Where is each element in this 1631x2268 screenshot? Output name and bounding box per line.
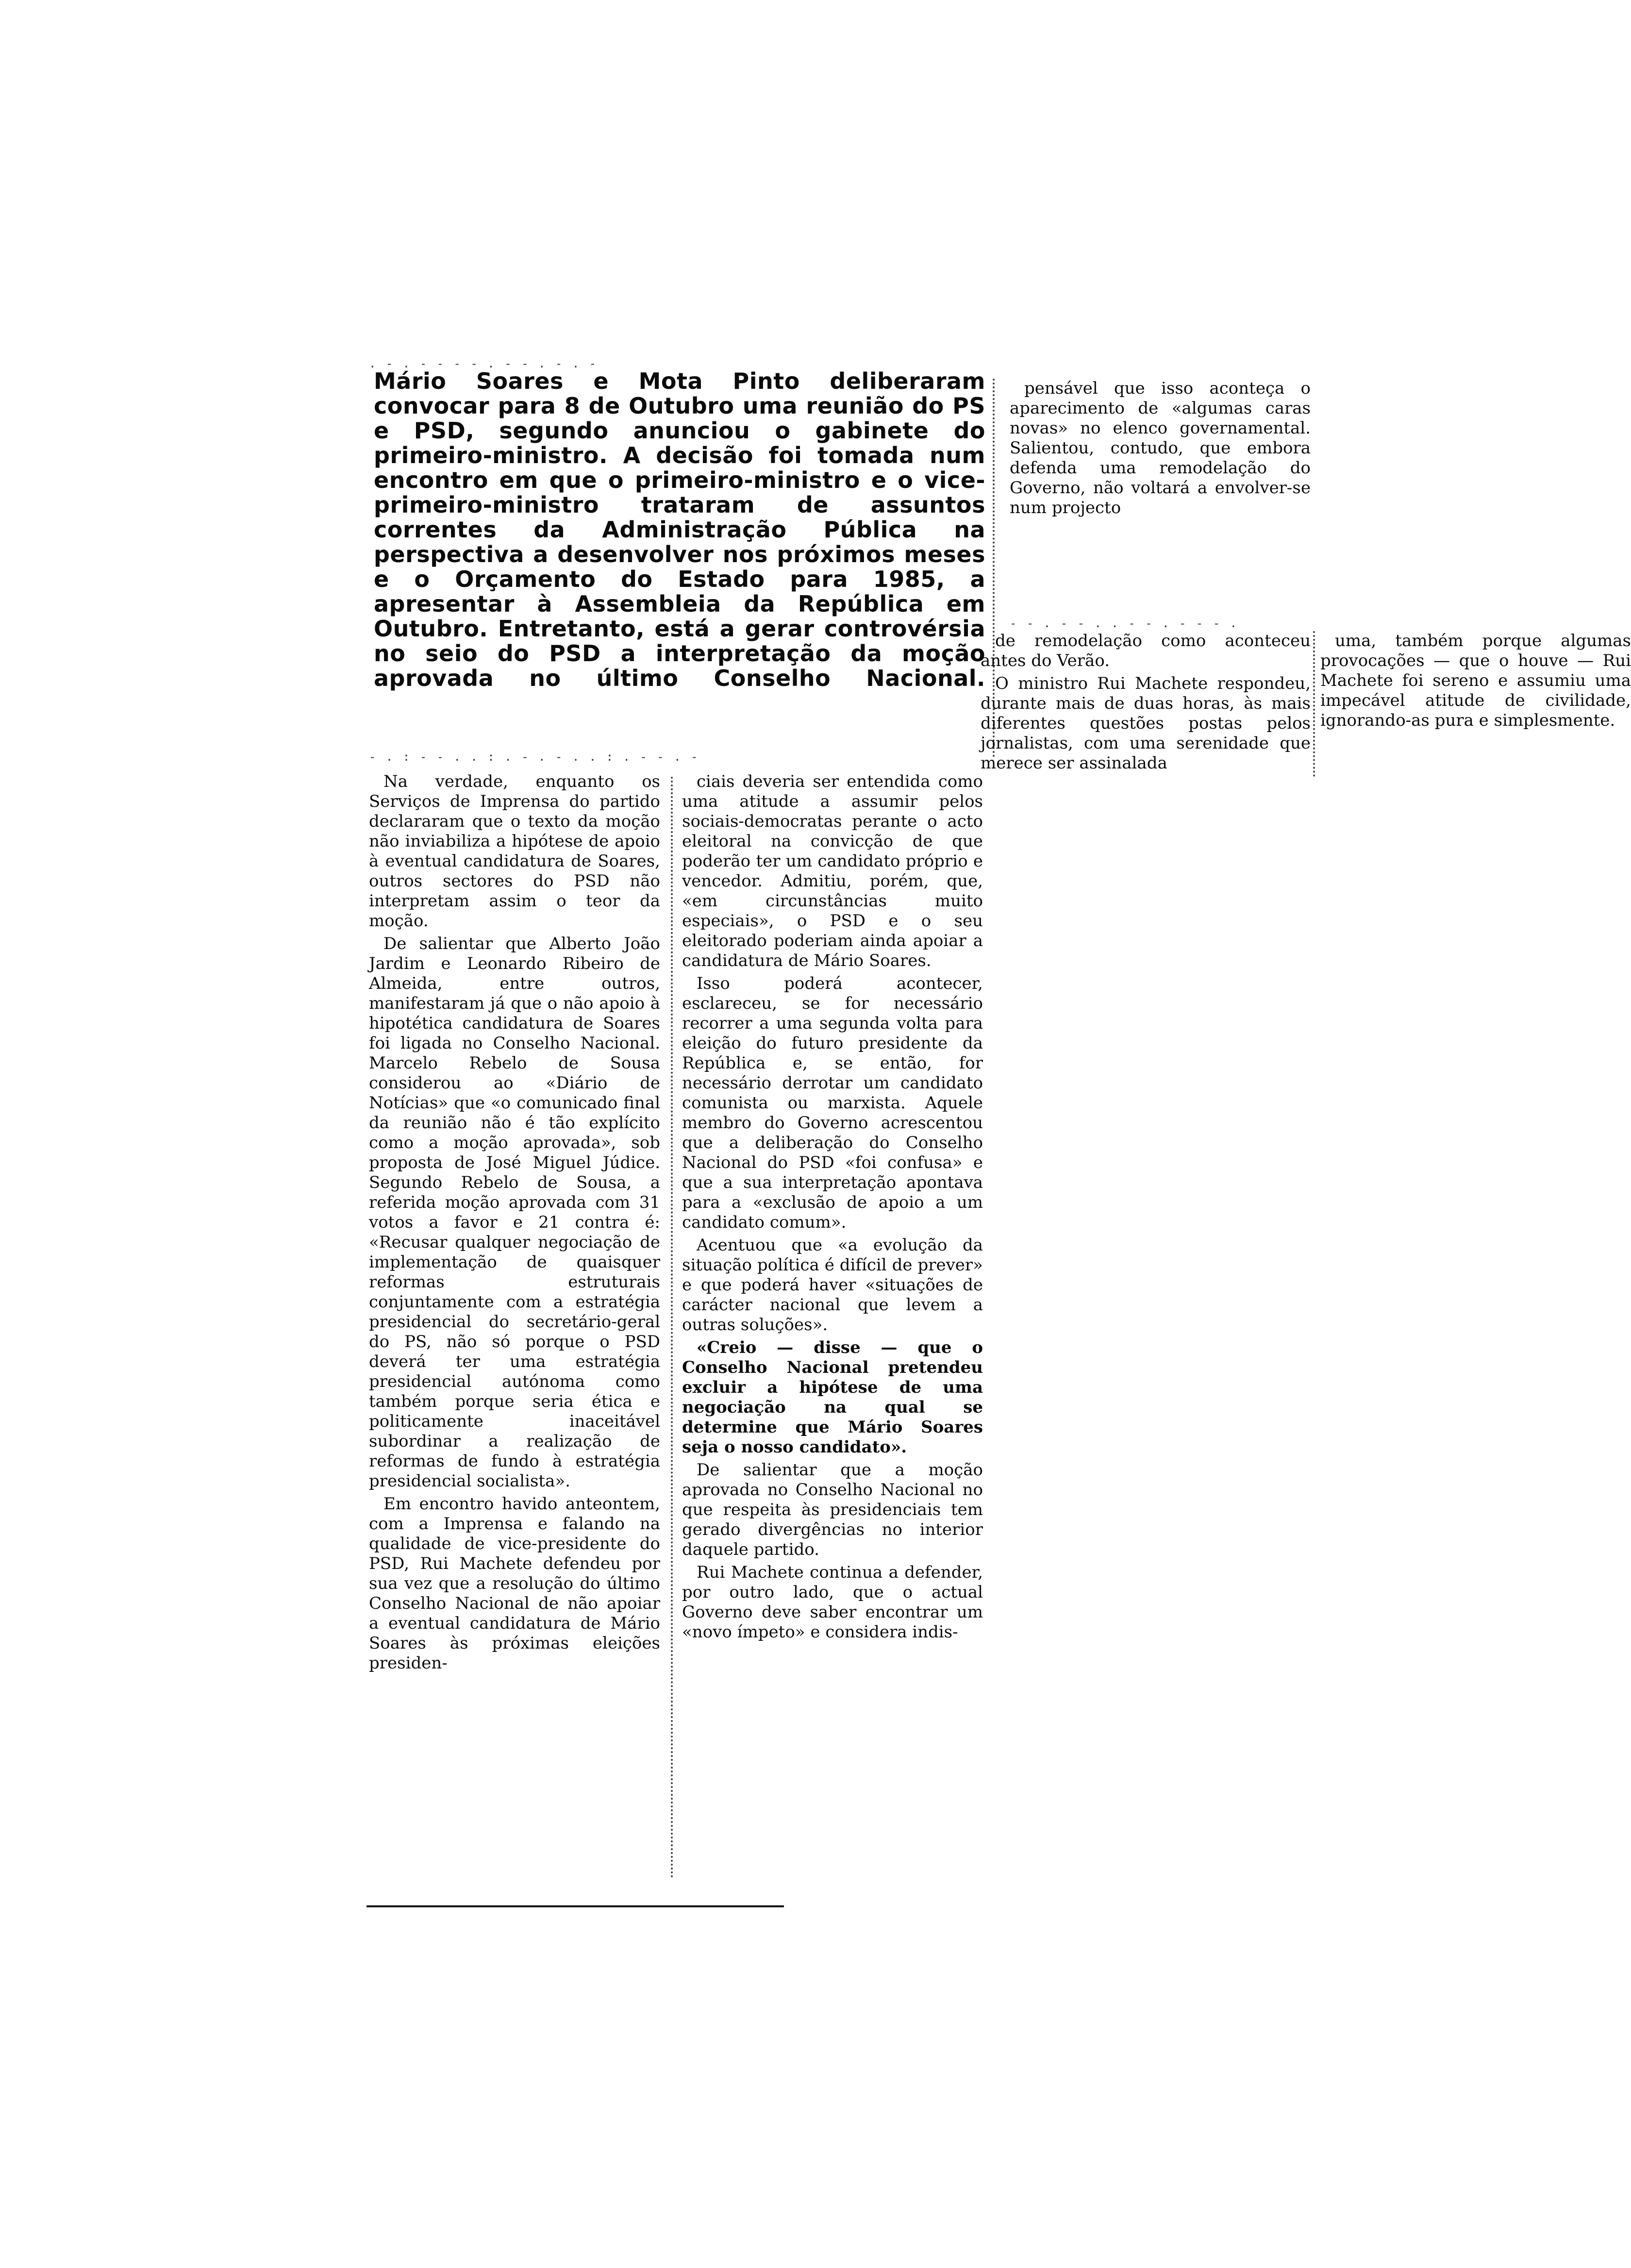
column-2-paragraph-6: Rui Machete continua a defender, por outro lado, que o actual Governo deve saber encontrar um «novo ímpeto» e considera indis-	[682, 1563, 983, 1642]
bottom-rule	[366, 1905, 784, 1907]
column-2-paragraph-1: ciais deveria ser entendida como uma atitude a assumir pelos sociais-democratas perante o acto eleitoral na convicção de que poderão ter um candidato próprio e vencedor. Admitiu, porém, que, «em circunstâncias muito especiais», o PSD e o seu eleitorado poderiam ainda apoiar a candidatura de Mário Soares.	[682, 772, 983, 970]
column-3-bottom-dots: - - . - - . . - - . - - - .	[1010, 617, 1239, 630]
lead-text: Mário Soares e Mota Pinto deliberaram convocar para 8 de Outubro uma reunião do PS e PSD, segundo anunciou o gabinete do primeiro-ministro. A decisão foi tomada num encontro em que o primeiro-ministro e o vice-primeiro-ministro trataram de assuntos correntes da Administração Pública na perspectiva a desenvolver nos próximos meses e o Orçamento do Estado para 1985, a apresentar à Assembleia da República em Outubro. Entretanto, está a gerar controvérsia no seio do PSD a interpretação da moção aprovada no último Conselho Nacional.	[374, 368, 985, 691]
column-divider-3	[1313, 631, 1315, 777]
column-2-paragraph-3: Acentuou que «a evolução da situação política é difícil de prever» e que poderá haver «situações de carácter nacional que levem a outras soluções».	[682, 1235, 983, 1334]
column-2-paragraph-2: Isso poderá acontecer, esclareceu, se for necessário recorrer a uma segunda volta para eleição do futuro presidente da República e, se então, for necessário derrotar um candidato comunista ou marxista. Aquele membro do Governo acrescentou que a deliberação do Conselho Nacional do PSD «foi confusa» e que a sua interpretação apontava para a «exclusão de apoio a um candidato comum».	[682, 974, 983, 1232]
column-4-paragraph-2: O ministro Rui Machete respondeu, durante mais de duas horas, às mais diferentes questões postas pelos jornalistas, com uma serenidade que merece ser assinalada	[981, 674, 1311, 773]
article-column-5	[1320, 631, 1631, 734]
column-divider-1	[671, 777, 673, 1879]
column-1-paragraph-2: De salientar que Alberto João Jardim e Leonardo Ribeiro de Almeida, entre outros, manifestaram já que o não apoio à hipotética candidatura de Soares foi ligada no Conselho Nacional. Marcelo Rebelo de Sousa considerou ao «Diário de Notícias» que «o comunicado final da reunião não é tão explícito como a moção aprovada», sob proposta de José Miguel Júdice. Segundo Rebelo de Sousa, a referida moção aprovada com 31 votos a favor e 21 contra é: «Recusar qualquer negociação de implementação de quaisquer reformas estruturais conjuntamente com a estratégia presidencial do secretário-geral do PS, não só porque o PSD deverá ter uma estratégia presidencial autónoma como também porque seria ética e politicamente inaceitável subordinar a realização de reformas de fundo à estratégia presidencial socialista».	[369, 934, 660, 1491]
column-1-paragraph-1: Na verdade, enquanto os Serviços de Imprensa do partido declararam que o texto da moção não inviabiliza a hipótese de apoio à eventual candidatura de Soares, outros sectores do PSD não interpretam assim o teor da moção.	[369, 772, 660, 931]
article-column-1	[369, 772, 660, 1676]
article-column-3	[1010, 379, 1311, 521]
article-column-2	[682, 772, 983, 1645]
column-5-paragraph-1: uma, também porque algumas provocações — que o houve — Rui Machete foi sereno e assumiu uma impecável atitude de civilidade, ignorando-as pura e simplesmente.	[1320, 631, 1631, 730]
column-2-paragraph-4: «Creio — disse — que o Conselho Nacional pretendeu excluir a hipótese de uma negociação na qual se determine que Mário Soares seja o nosso candidato».	[682, 1338, 983, 1457]
column-4-paragraph-1: de remodelação como aconteceu antes do Verão.	[981, 631, 1311, 670]
top-rule-dots: . - . - - - - . - - . - . -	[369, 357, 598, 370]
column-1-paragraph-3: Em encontro havido anteontem, com a Imprensa e falando na qualidade de vice-presidente do PSD, Rui Machete defendeu por sua vez que a resolução do último Conselho Nacional de não apoiar a eventual candidatura de Mário Soares às próximas eleições presiden-	[369, 1494, 660, 1673]
lead-bottom-dots: - . : - - . . : . - . - . . : . - - . -	[369, 750, 699, 764]
column-3-paragraph-1: pensável que isso aconteça o aparecimento de «algumas caras novas» no elenco governamental. Salientou, contudo, que embora defenda uma remodelação do Governo, não voltará a envolver-se num projecto	[1010, 379, 1311, 517]
lead-paragraph	[374, 369, 985, 691]
column-2-paragraph-5: De salientar que a moção aprovada no Conselho Nacional no que respeita às presidenciais tem gerado divergências no interior daquele partido.	[682, 1460, 983, 1559]
article-column-4	[981, 631, 1311, 776]
